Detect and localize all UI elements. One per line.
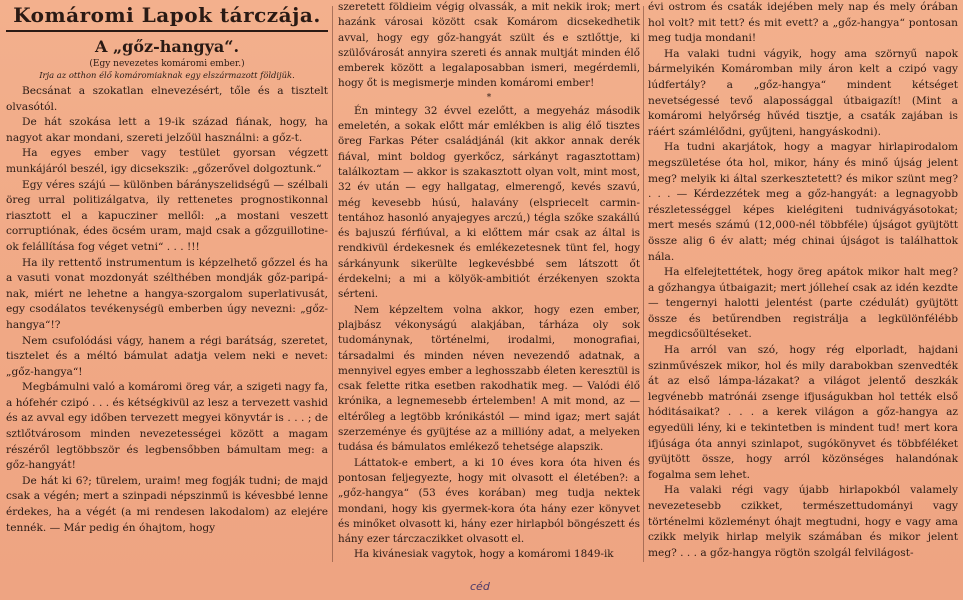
paragraph: szeretett földieim végig olvassák, a mit nekik irok; mert hazánk városai között csak Komárom dicsekedhetik avval, hogy egy gőz-hangyát szült és e sztlőttje, ki szülővárosát annyira szereti és annak multját minden élő emberek között a legalaposabban ismeri, megérdemli, hogy őt is megismerje minden komáromi ember! [338, 1, 640, 90]
paragraph: Ha valaki tudni vágyik, hogy ama szörnyű napok bármelyikén Komáromban mily áron kelt a czipó vagy lúdfertály? a „gőz-hangya“ mindent kétséget nevetségessé tevő alapossággal útbaigazít! (Mint a komáromi helyőrség hűvéd tisztje, a csaták zajában is ráért számlélődni, gyűjteni, hangyáskodni). [648, 47, 958, 138]
paragraph: Ha elfelejtettétek, hogy öreg apátok mikor halt meg? a gőzhangya útbaigazit; mert jólleheí csak az idén kezdte — tengernyi halotti jelentést (parte czédulát) gyüjtött össze és betűrendben registrálja a legkülönfélébb megdicsőültéseket. [648, 266, 958, 341]
column-rule [643, 6, 644, 562]
article-title: A „gőz-hangya“. [94, 37, 240, 56]
paragraph: De hát szokása lett a 19-ik század fiának, hogy, ha nagyot akar mondani, szereti jelzőül használni: a gőz-t. [6, 116, 328, 144]
section-divider: * [486, 92, 492, 103]
paragraph: évi ostrom és csaták idejében mely nap és mely órában hol volt? mit tett? és mit evett? a „gőz-hangya“ pontosan meg tudja mondani! [648, 1, 958, 45]
column-3 [648, 0, 958, 561]
article-byline: Irja az otthon élő komáromiaknak egy elszármazott földijük. [39, 70, 295, 80]
paragraph: Ha tudni akarjátok, hogy a magyar hirlapirodalom megszületése óta hol, mikor, hány és minő újság jelent meg? melyik ki által szerkesztetett? és mikor szünt meg? . . . — Kérdezzétek meg a gőz-hangyát: a legnagyobb részletességgel képes kielégiteni tudnivágyásotokat; mert mesés számú (12,000-nél többféle) újságot gyüjtött össze alig 6 év alatt; még chinai újságot is találhattok nála. [648, 141, 958, 263]
paragraph: Becsánat a szokatlan elnevezésért, tőle és a tisztelt olvasótól. [6, 85, 328, 113]
column-rule [332, 6, 333, 562]
paragraph: Egy véres szájú — különben bárányszelidségű — szélbali öreg urral politizálgatva, ily rettenetes prognostikonnal riasztott el a kapucziner mellől: „a mostani veszett corruptiónak, édes öcsém uram, majd csak a gőzguillotine-ok felállítása fog véget vetni“ . . . !!! [6, 178, 328, 253]
paragraph: Ha valaki régi vagy újabb hirlapokból valamely nevezetesebb czikket, természettudományi vagy történelmi közleményt óhajt megtudni, hogy e vagy ama czikk melyik hirlap melyik számában és mikor jelent meg? . . . a gőz-hangya rögtön szolgál felvilágost- [648, 484, 958, 559]
paragraph: Én mintegy 32 évvel ezelőtt, a megyeház második emeletén, a sokak előtt már emlékben is alig élő tisztes öreg Farkas Péter családjánál (kit akkor annak derék fiával, mint boldog gyerkőcz, sárkányt ragasztottam) találkoztam — akkor is szakasztott olyan volt, mint most, 32 év után — egy hallgatag, elmerengő, kevés szavú, még kevesebb húsú, halavány (elspriecelt carmin-tentához hasonló anyajegyes arczú,) tégla szőke szakállú és bajuszú férfiúval, a ki előttem már csak az által is rendkivül érdekesnek és emlékezetesnek tünt fel, hogy sárkányunk sikerülte legkevésbbé sem látszott őt érdekelni; a mi a kölyök-ambitiót érzékenyen szokta sérteni. [338, 104, 640, 301]
paragraph: Ha arról van szó, hogy rég elporladt, hajdani szinművészek mikor, hol és mily darabokban szenvedték át az első lámpa-lázakat? a világot jelentő deszkák legvénebb matrónái zsenge ifjuságukban hol tették első hóditásaikat? . . . a kerek világon a gőz-hangya az egyedüli lény, ki e tekintetben is mindent tud! mert kora ifjúsága óta annyi szinlapot, sugókönyvet és többféléket gyüjtött össze, hogy arról közönséges halandónak fogalma sem lehet. [648, 344, 958, 481]
paragraph: Megbámulni való a komáromi öreg vár, a szigeti nagy fa, a hófehér czipó . . . és kétségkivül az lesz a tervezett vashid és az avval egy időben tervezett megyei könyvtár is . . . ; de sztlőtvárosom minden nevezetességei között a magam részéről legtöbbször és legbensőbben bámultam meg: a gőz-hangyát! [6, 381, 328, 472]
paragraph: Nem csufolódási vágy, hanem a régi barátság, szeretet, tisztelet és a méltó bámulat adatja velem neki e nevet: „gőz-hangya“! [6, 334, 328, 378]
masthead: Komáromi Lapok tárczája. [6, 0, 328, 32]
column-2 [338, 0, 640, 563]
article-subtitle: (Egy nevezetes komáromi ember.) [89, 59, 245, 69]
paragraph: De hát ki 6?; türelem, uraim! meg fogják tudni; de majd csak a végén; mert a szinpadi népszinmű is kévesbbé lenne érdekes, ha a végét (a mi rendesen lakodalom) az elejére tennék. — Már pedig én óhajtom, hogy [6, 474, 328, 534]
column-1 [6, 0, 328, 536]
paragraph: Nem képzeltem volna akkor, hogy ezen ember, plajbász vékonyságú alakjában, tárháza oly sok tudománynak, történelmi, irodalmi, monografiai, társadalmi és minden néven nevezendő adatnak, a mennyivel egyes ember a leghosszabb életen keresztül is csak felette ritka esetben rakodhatik meg. — Valódi élő krónika, a legnemesebb értelemben! A mit mond, az — eltérőleg a legtöbb krónikástól — mind igaz; mert saját szerzeménye és gyüjtése az a millióny adat, a melyeken tudása és bámulatos emlékező tehetsége alapszik. [338, 303, 640, 454]
paragraph: Láttatok-e embert, a ki 10 éves kora óta hiven és pontosan feljegyezte, hogy mit olvasott el életében?: a „gőz-hangya“ (53 éves korában) meg tudja nektek mondani, hogy kis gyermek-kora óta hány ezer könyvet és minőket olvasott ki, hány ezer hirlapból böngészett és hány ezer tárczaczikket olvasott el. [338, 456, 640, 546]
paragraph: Ha kivánesiak vagytok, hogy a komáromi 1849-ik [354, 548, 614, 561]
paragraph: Ha egyes ember vagy testület gyorsan végzett munkájáról beszél, igy dicsekszik: „gőzerővel dolgoztunk.“ [6, 147, 328, 175]
pencil-annotation: céd [470, 580, 490, 593]
paragraph: Ha ily rettentő instrumentum is képzelhető gőzzel és ha a vasuti vonat mozdonyát szélthében mondják gőz-paripá-nak, miért ne lehetne a hangya-szorgalom superlativusát, egy csodálatos tevékenységü emberben úgy nevezni: „gőz-hangya“!? [6, 256, 328, 331]
